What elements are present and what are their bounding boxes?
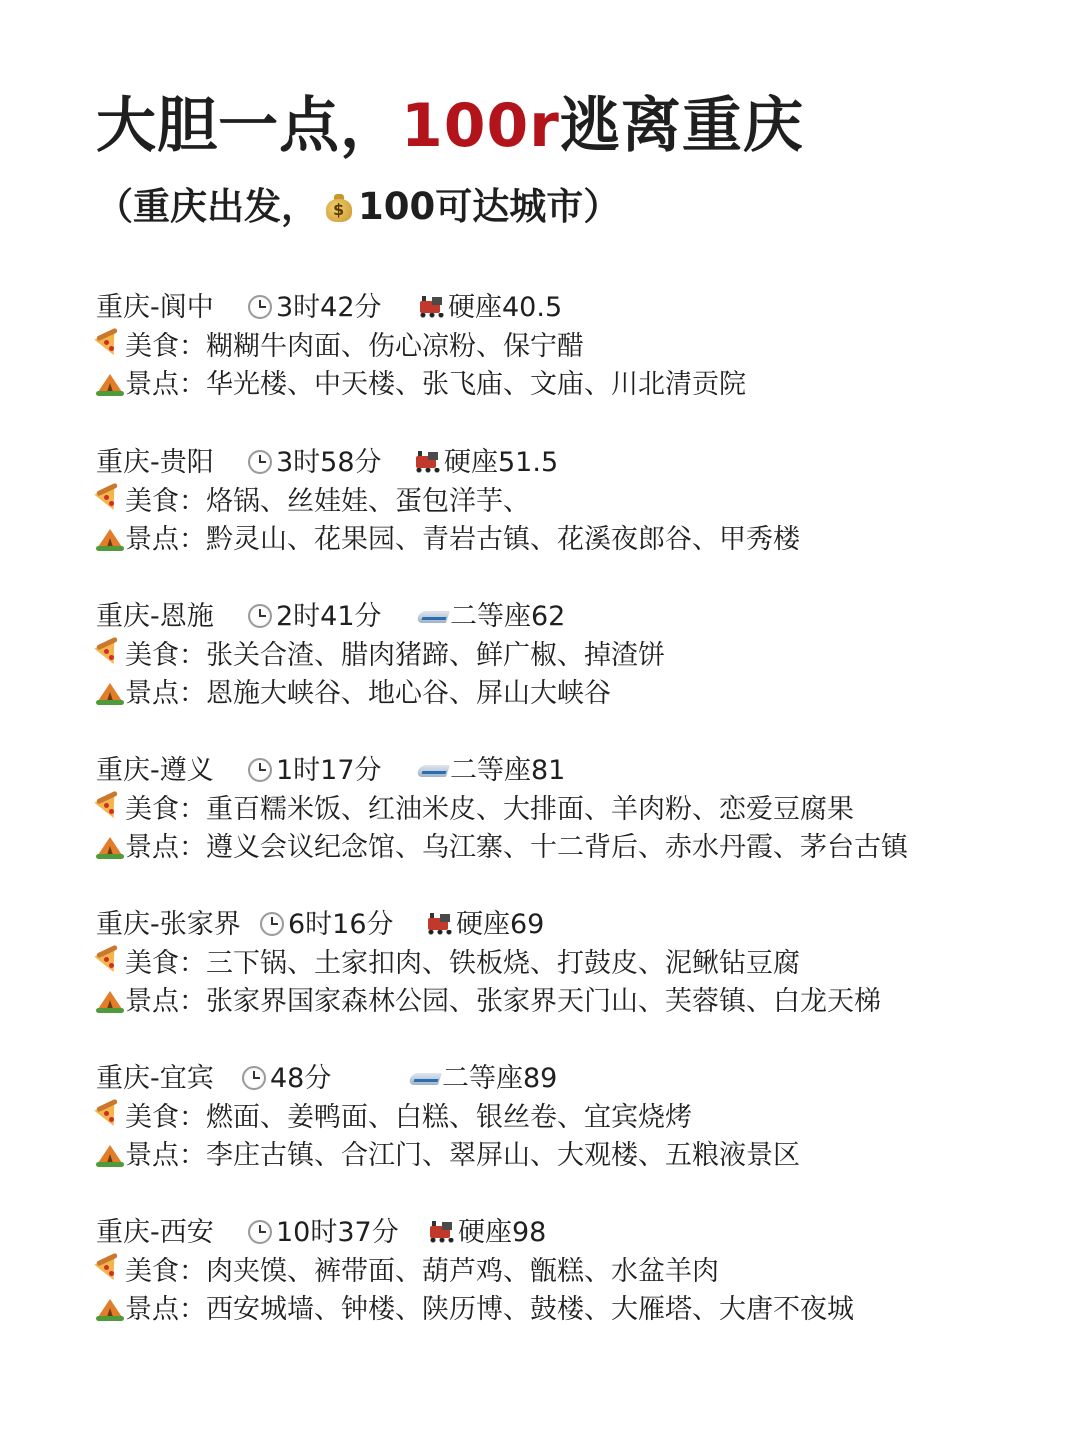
route-duration: 6时16分 — [288, 909, 394, 940]
page-subtitle — [96, 180, 620, 234]
pizza-icon — [96, 641, 122, 667]
pizza-icon — [96, 949, 122, 975]
route-city: 重庆-贵阳 — [96, 447, 214, 478]
page-title — [96, 86, 804, 166]
route-duration: 3时58分 — [276, 447, 382, 478]
route-block — [96, 444, 1056, 560]
sights-label: 景点： — [125, 986, 206, 1017]
camping-icon — [96, 834, 124, 860]
route-header — [96, 1214, 1056, 1253]
sights-list: 西安城墙、钟楼、陕历博、鼓楼、大雁塔、大唐不夜城 — [206, 1294, 854, 1325]
route-header — [96, 444, 1056, 483]
sights-label: 景点： — [125, 369, 206, 400]
money-bag-icon: $ — [324, 191, 354, 223]
bullet-train-icon — [418, 605, 448, 627]
camping-icon — [96, 680, 124, 706]
title-suffix: 逃离重庆 — [559, 91, 804, 161]
camping-icon — [96, 1142, 124, 1168]
sights-row — [96, 1137, 1056, 1176]
clock-icon — [248, 758, 272, 782]
sights-row — [96, 983, 1056, 1022]
sights-list: 李庄古镇、合江门、翠屏山、大观楼、五粮液景区 — [206, 1140, 800, 1171]
route-block — [96, 598, 1056, 714]
route-block — [96, 906, 1056, 1022]
subtitle-suffix: 100可达城市） — [358, 185, 621, 228]
route-seat-price: 硬座98 — [458, 1217, 547, 1248]
food-row — [96, 945, 1056, 984]
route-duration: 3时42分 — [276, 292, 382, 323]
clock-icon — [260, 912, 284, 936]
food-row — [96, 1253, 1056, 1292]
route-seat-price: 二等座89 — [442, 1063, 558, 1094]
route-block — [96, 1060, 1056, 1176]
route-city: 重庆-张家界 — [96, 909, 241, 940]
food-list: 糊糊牛肉面、伤心凉粉、保宁醋 — [206, 330, 584, 362]
steam-train-icon — [418, 295, 446, 319]
camping-icon — [96, 371, 124, 397]
sights-label: 景点： — [125, 678, 206, 709]
route-duration: 10时37分 — [276, 1217, 399, 1248]
title-prefix: 大胆一点， — [96, 91, 401, 161]
steam-train-icon — [428, 1220, 456, 1244]
clock-icon — [242, 1066, 266, 1090]
route-seat-price: 硬座51.5 — [444, 447, 559, 478]
route-duration: 2时41分 — [276, 601, 382, 632]
sights-list: 恩施大峡谷、地心谷、屏山大峡谷 — [206, 678, 611, 709]
route-city: 重庆-西安 — [96, 1217, 214, 1248]
sights-label: 景点： — [125, 832, 206, 863]
route-header — [96, 906, 1056, 945]
pizza-icon — [96, 1103, 122, 1129]
bullet-train-icon — [410, 1067, 440, 1089]
bullet-train-icon — [418, 759, 448, 781]
food-list: 肉夹馍、裤带面、葫芦鸡、甑糕、水盆羊肉 — [206, 1255, 719, 1287]
route-seat-price: 二等座81 — [450, 755, 566, 786]
food-label: 美食： — [125, 947, 206, 979]
route-seat-price: 硬座40.5 — [448, 292, 563, 323]
clock-icon — [248, 1220, 272, 1244]
camping-icon — [96, 526, 124, 552]
food-row — [96, 791, 1056, 830]
steam-train-icon — [414, 450, 442, 474]
sights-row — [96, 829, 1056, 868]
title-accent: 100r — [401, 91, 560, 161]
food-list: 张关合渣、腊肉猪蹄、鲜广椒、掉渣饼 — [206, 639, 665, 671]
food-list: 烙锅、丝娃娃、蛋包洋芋、 — [206, 485, 530, 517]
route-seat-price: 二等座62 — [450, 601, 566, 632]
sights-list: 黔灵山、花果园、青岩古镇、花溪夜郎谷、甲秀楼 — [206, 524, 800, 555]
food-label: 美食： — [125, 639, 206, 671]
sights-label: 景点： — [125, 1294, 206, 1325]
camping-icon — [96, 1296, 124, 1322]
route-city: 重庆-阆中 — [96, 292, 214, 323]
sights-row — [96, 675, 1056, 714]
food-row — [96, 328, 1056, 367]
food-row — [96, 637, 1056, 676]
route-city: 重庆-遵义 — [96, 755, 214, 786]
food-label: 美食： — [125, 1255, 206, 1287]
pizza-icon — [96, 795, 122, 821]
clock-icon — [248, 604, 272, 628]
food-list: 三下锅、土家扣肉、铁板烧、打鼓皮、泥鳅钻豆腐 — [206, 947, 800, 979]
route-block — [96, 1214, 1056, 1330]
clock-icon — [248, 295, 272, 319]
sights-label: 景点： — [125, 1140, 206, 1171]
route-header — [96, 752, 1056, 791]
route-block — [96, 289, 1056, 405]
clock-icon — [248, 450, 272, 474]
sights-row — [96, 366, 1056, 405]
sights-row — [96, 1291, 1056, 1330]
sights-label: 景点： — [125, 524, 206, 555]
food-label: 美食： — [125, 1101, 206, 1133]
pizza-icon — [96, 1257, 122, 1283]
route-header — [96, 598, 1056, 637]
route-seat-price: 硬座69 — [456, 909, 545, 940]
food-label: 美食： — [125, 485, 206, 517]
food-label: 美食： — [125, 330, 206, 362]
sights-row — [96, 521, 1056, 560]
route-header — [96, 289, 1056, 328]
pizza-icon — [96, 332, 122, 358]
food-label: 美食： — [125, 793, 206, 825]
route-block — [96, 752, 1056, 868]
route-city: 重庆-恩施 — [96, 601, 214, 632]
food-row — [96, 483, 1056, 522]
food-list: 重百糯米饭、红油米皮、大排面、羊肉粉、恋爱豆腐果 — [206, 793, 854, 825]
sights-list: 张家界国家森林公园、张家界天门山、芙蓉镇、白龙天梯 — [206, 986, 881, 1017]
subtitle-prefix: （重庆出发， — [96, 185, 318, 228]
sights-list: 遵义会议纪念馆、乌江寨、十二背后、赤水丹霞、茅台古镇 — [206, 832, 908, 863]
food-row — [96, 1099, 1056, 1138]
route-duration: 48分 — [270, 1063, 332, 1094]
camping-icon — [96, 988, 124, 1014]
pizza-icon — [96, 487, 122, 513]
route-city: 重庆-宜宾 — [96, 1063, 214, 1094]
sights-list: 华光楼、中天楼、张飞庙、文庙、川北清贡院 — [206, 369, 746, 400]
steam-train-icon — [426, 912, 454, 936]
route-header — [96, 1060, 1056, 1099]
route-duration: 1时17分 — [276, 755, 382, 786]
food-list: 燃面、姜鸭面、白糕、银丝卷、宜宾烧烤 — [206, 1101, 692, 1133]
